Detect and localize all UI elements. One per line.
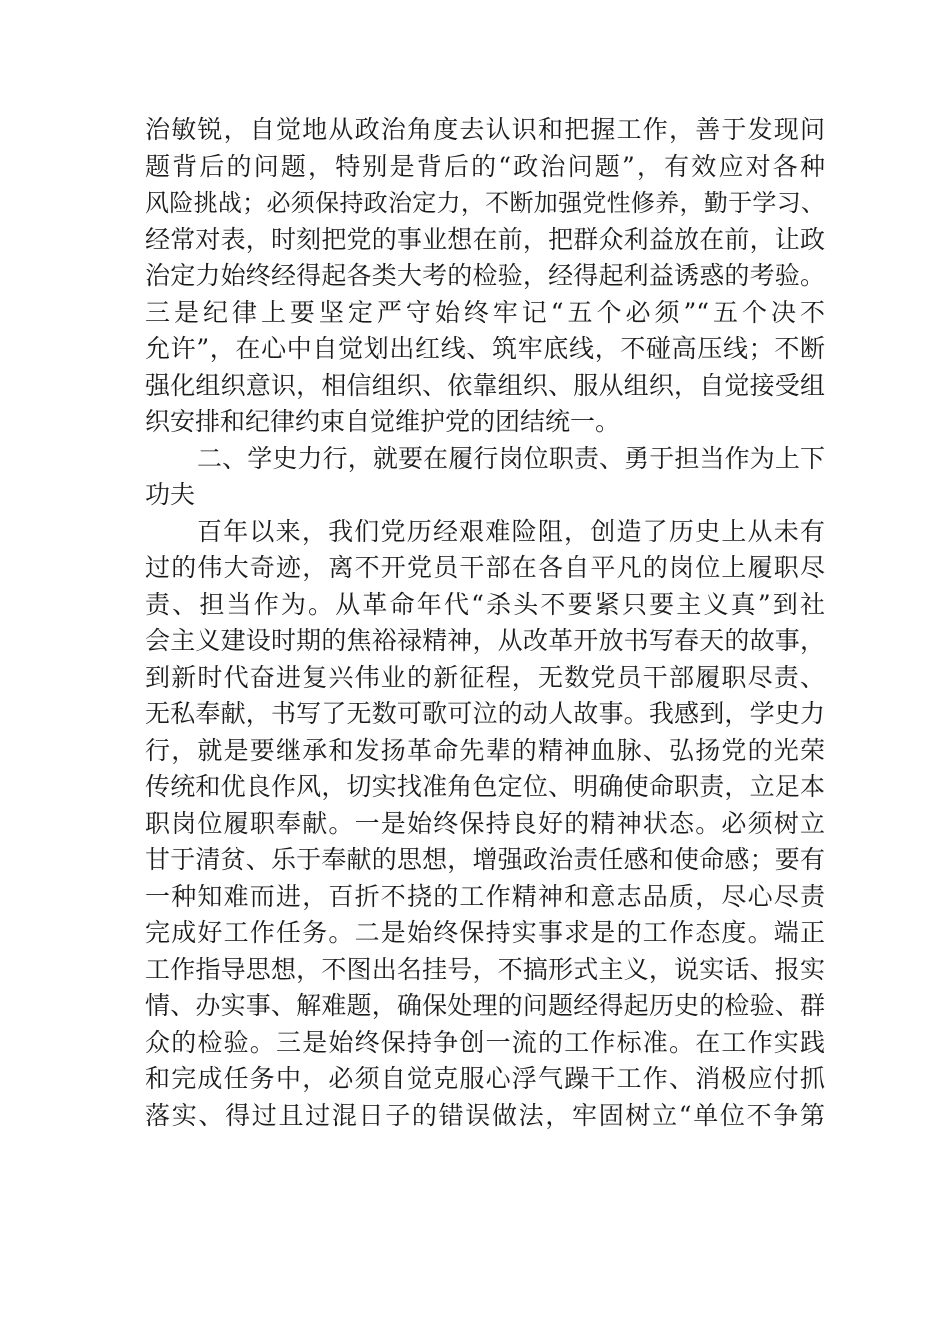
text-line: 经常对表，时刻把党的事业想在前，把群众利益放在前，让政 bbox=[145, 224, 825, 254]
text-line: 过的伟大奇迹，离不开党员干部在各自平凡的岗位上履职尽 bbox=[145, 553, 825, 582]
text-line: 治定力始终经得起各类大考的检验，经得起利益诱惑的考验。 bbox=[145, 261, 825, 290]
section-heading: 二、学史力行，就要在履行岗位职责、勇于担当作为上下 bbox=[197, 443, 825, 473]
text-line: 织安排和纪律约束自觉维护党的团结统一。 bbox=[145, 407, 621, 436]
text-line: 题背后的问题，特别是背后的“政治问题”，有效应对各种 bbox=[145, 151, 825, 181]
text-line: 甘于清贫、乐于奉献的思想，增强政治责任感和使命感；要有 bbox=[145, 845, 825, 874]
text-line: 会主义建设时期的焦裕禄精神，从改革开放书写春天的故事， bbox=[145, 626, 825, 655]
text-line: 完成好工作任务。二是始终保持实事求是的工作态度。端正 bbox=[145, 918, 825, 947]
text-line: 一种知难而进，百折不挠的工作精神和意志品质，尽心尽责 bbox=[145, 881, 825, 911]
text-line: 传统和优良作风，切实找准角色定位、明确使命职责，立足本 bbox=[145, 772, 825, 801]
text-line: 情、办实事、解难题，确保处理的问题经得起历史的检验、群 bbox=[145, 991, 825, 1020]
text-line: 治敏锐，自觉地从政治角度去认识和把握工作，善于发现问 bbox=[145, 115, 825, 144]
text-line: 众的检验。三是始终保持争创一流的工作标准。在工作实践 bbox=[145, 1027, 825, 1057]
text-line: 和完成任务中，必须自觉克服心浮气躁干工作、消极应付抓 bbox=[145, 1064, 825, 1093]
text-line: 工作指导思想，不图出名挂号，不搞形式主义，说实话、报实 bbox=[145, 954, 825, 984]
text-line: 允许”，在心中自觉划出红线、筑牢底线，不碰高压线；不断 bbox=[145, 334, 825, 363]
text-line: 到新时代奋进复兴伟业的新征程，无数党员干部履职尽责、 bbox=[145, 662, 825, 692]
text-line: 无私奉献，书写了无数可歌可泣的动人故事。我感到，学史力 bbox=[145, 699, 825, 728]
section-heading-continuation: 功夫 bbox=[145, 480, 196, 509]
text-line: 行，就是要继承和发扬革命先辈的精神血脉、弘扬党的光荣 bbox=[145, 735, 825, 765]
text-line: 三是纪律上要坚定严守始终牢记“五个必须”“五个决不 bbox=[145, 297, 825, 327]
text-line: 责、担当作为。从革命年代“杀头不要紧只要主义真”到社 bbox=[145, 589, 825, 619]
text-line: 强化组织意识，相信组织、依靠组织、服从组织，自觉接受组 bbox=[145, 370, 825, 400]
text-line: 职岗位履职奉献。一是始终保持良好的精神状态。必须树立 bbox=[145, 808, 825, 838]
text-line: 落实、得过且过混日子的错误做法，牢固树立“单位不争第 bbox=[145, 1100, 825, 1130]
text-line: 风险挑战；必须保持政治定力，不断加强党性修养，勤于学习、 bbox=[145, 189, 825, 217]
body-text bbox=[145, 112, 825, 1134]
paragraph-start: 百年以来，我们党历经艰难险阻，创造了历史上从未有 bbox=[197, 516, 825, 546]
